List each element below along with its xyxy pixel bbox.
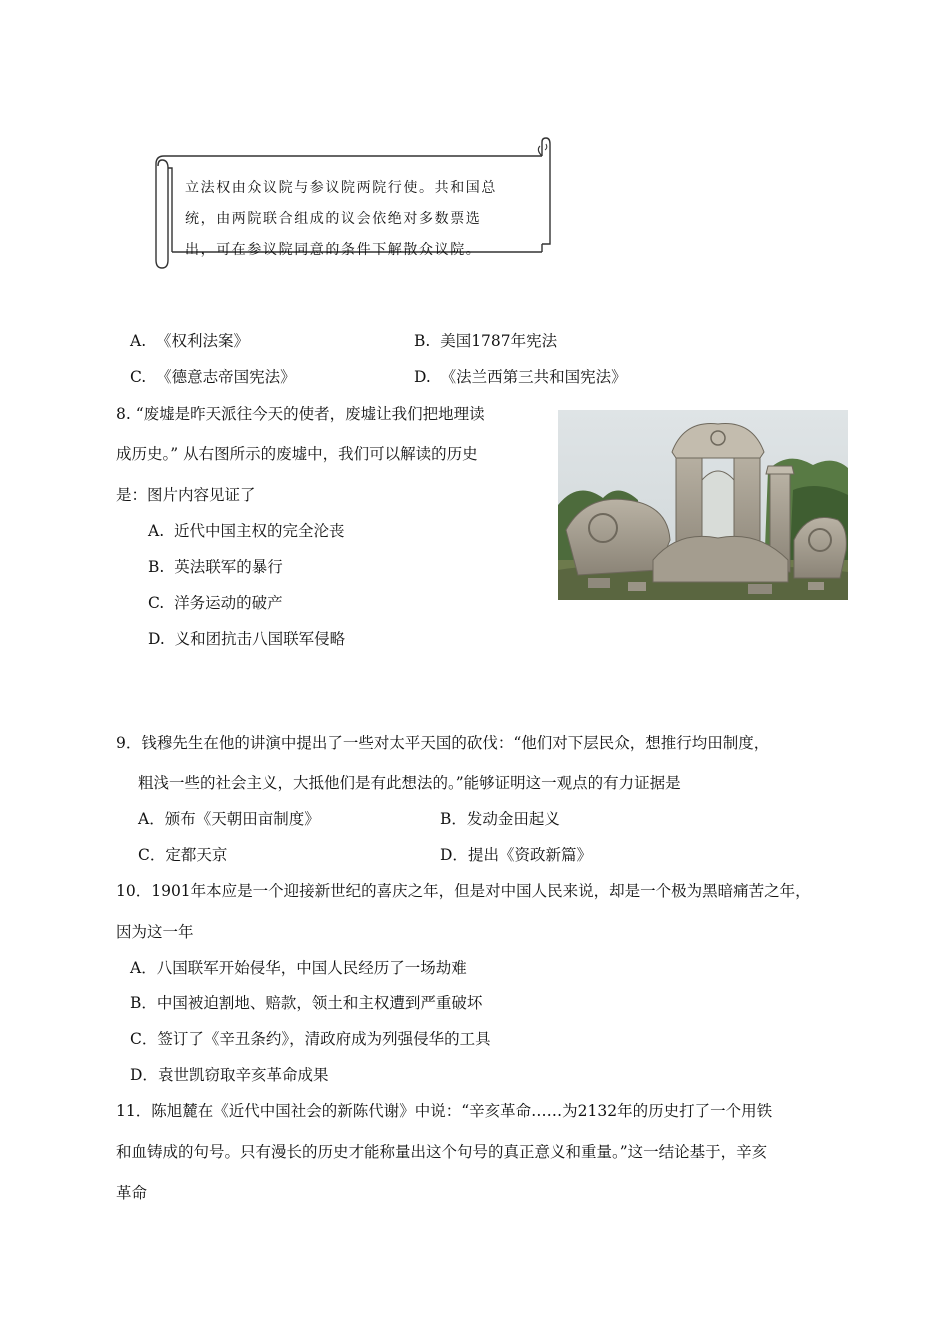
- option-letter: B．: [130, 994, 157, 1012]
- option-text: 英法联军的暴行: [174, 558, 283, 576]
- q10-stem-line: 10．1901年本应是一个迎接新世纪的喜庆之年，但是对中国人民来说，却是一个极为黑暗痛苦之年，: [116, 882, 811, 900]
- q8-option-a[interactable]: [148, 519, 345, 541]
- q8-option-c[interactable]: [148, 591, 283, 613]
- option-letter: D．: [130, 1066, 158, 1084]
- q10-option-d[interactable]: [130, 1063, 328, 1085]
- option-letter: A．: [138, 810, 165, 828]
- option-letter: B.: [148, 558, 165, 576]
- option-text: 发动金田起义: [466, 810, 560, 828]
- option-text: 《权利法案》: [155, 332, 249, 350]
- q11-stem-line: 革命: [116, 1184, 148, 1202]
- option-text: 《德意志帝国宪法》: [156, 368, 296, 386]
- q8-option-d[interactable]: [148, 627, 345, 649]
- q8-stem-line: 8. “废墟是昨天派往今天的使者，废墟让我们把地理读: [116, 405, 485, 423]
- option-text: 签订了《辛丑条约》，清政府成为列强侵华的工具: [157, 1030, 491, 1048]
- q8-option-b[interactable]: [148, 555, 283, 577]
- q9-stem-line: 粗浅一些的社会主义，大抵他们是有此想法的。”能够证明这一观点的有力证据是: [138, 774, 681, 792]
- option-letter: C.: [148, 594, 165, 612]
- option-text: 美国1787年宪法: [440, 332, 558, 350]
- q9-option-c[interactable]: [138, 843, 227, 865]
- option-text: 《法兰西第三共和国宪法》: [440, 368, 627, 386]
- ruins-photo: [558, 410, 848, 600]
- option-text: 近代中国主权的完全沦丧: [173, 522, 345, 540]
- q8-stem-line: 是：图片内容见证了: [116, 486, 256, 504]
- q7-option-c[interactable]: [130, 365, 296, 387]
- option-text: 颁布《天朝田亩制度》: [164, 810, 320, 828]
- q10-stem-line: 因为这一年: [116, 923, 194, 941]
- q10-option-b[interactable]: [130, 991, 482, 1013]
- q9-stem-line: 9．钱穆先生在他的讲演中提出了一些对太平天国的砍伐：“他们对下层民众，想推行均田制度，: [116, 734, 770, 752]
- q9-option-b[interactable]: [440, 807, 560, 829]
- scroll-text-line: 出，可在参议院同意的条件下解散众议院。: [185, 242, 482, 258]
- q8-stem-line: 成历史。” 从右图所示的废墟中，我们可以解读的历史: [116, 445, 478, 463]
- q7-option-b[interactable]: [414, 329, 557, 351]
- option-text: 中国被迫割地、赔款，领土和主权遭到严重破坏: [156, 994, 483, 1012]
- q7-option-a[interactable]: [130, 329, 249, 351]
- option-letter: C．: [138, 846, 166, 864]
- q9-option-a[interactable]: [138, 807, 320, 829]
- q7-option-d[interactable]: [414, 365, 627, 387]
- option-text: 定都天京: [165, 846, 228, 864]
- option-text: 袁世凯窃取辛亥革命成果: [157, 1066, 329, 1084]
- scroll-text-line: 立法权由众议院与参议院两院行使。共和国总: [185, 180, 497, 196]
- option-text: 义和团抗击八国联军侵略: [174, 630, 346, 648]
- option-letter: B．: [440, 810, 467, 828]
- scroll-text-line: 统，由两院联合组成的议会依绝对多数票选: [185, 211, 482, 227]
- option-letter: D.: [414, 368, 431, 386]
- option-letter: A.: [148, 522, 165, 540]
- q10-option-c[interactable]: [130, 1027, 491, 1049]
- option-text: 洋务运动的破产: [174, 594, 283, 612]
- option-letter: D.: [148, 630, 165, 648]
- option-letter: C.: [130, 368, 147, 386]
- ruins-illustration: [558, 410, 848, 600]
- option-letter: D．: [440, 846, 468, 864]
- q11-stem-line: 和血铸成的句号。只有漫长的历史才能称量出这个句号的真正意义和重量。”这一结论基于，辛亥: [116, 1143, 768, 1161]
- option-letter: B.: [414, 332, 431, 350]
- option-text: 八国联军开始侵华，中国人民经历了一场劫难: [156, 959, 467, 977]
- q9-option-d[interactable]: [440, 843, 592, 865]
- q11-stem-line: 11．陈旭麓在《近代中国社会的新陈代谢》中说：“辛亥革命……为2132年的历史打了一个用铁: [116, 1102, 773, 1120]
- q10-option-a[interactable]: [130, 956, 467, 978]
- option-letter: A．: [130, 959, 157, 977]
- option-text: 提出《资政新篇》: [467, 846, 592, 864]
- option-letter: C．: [130, 1030, 158, 1048]
- option-letter: A.: [130, 332, 147, 350]
